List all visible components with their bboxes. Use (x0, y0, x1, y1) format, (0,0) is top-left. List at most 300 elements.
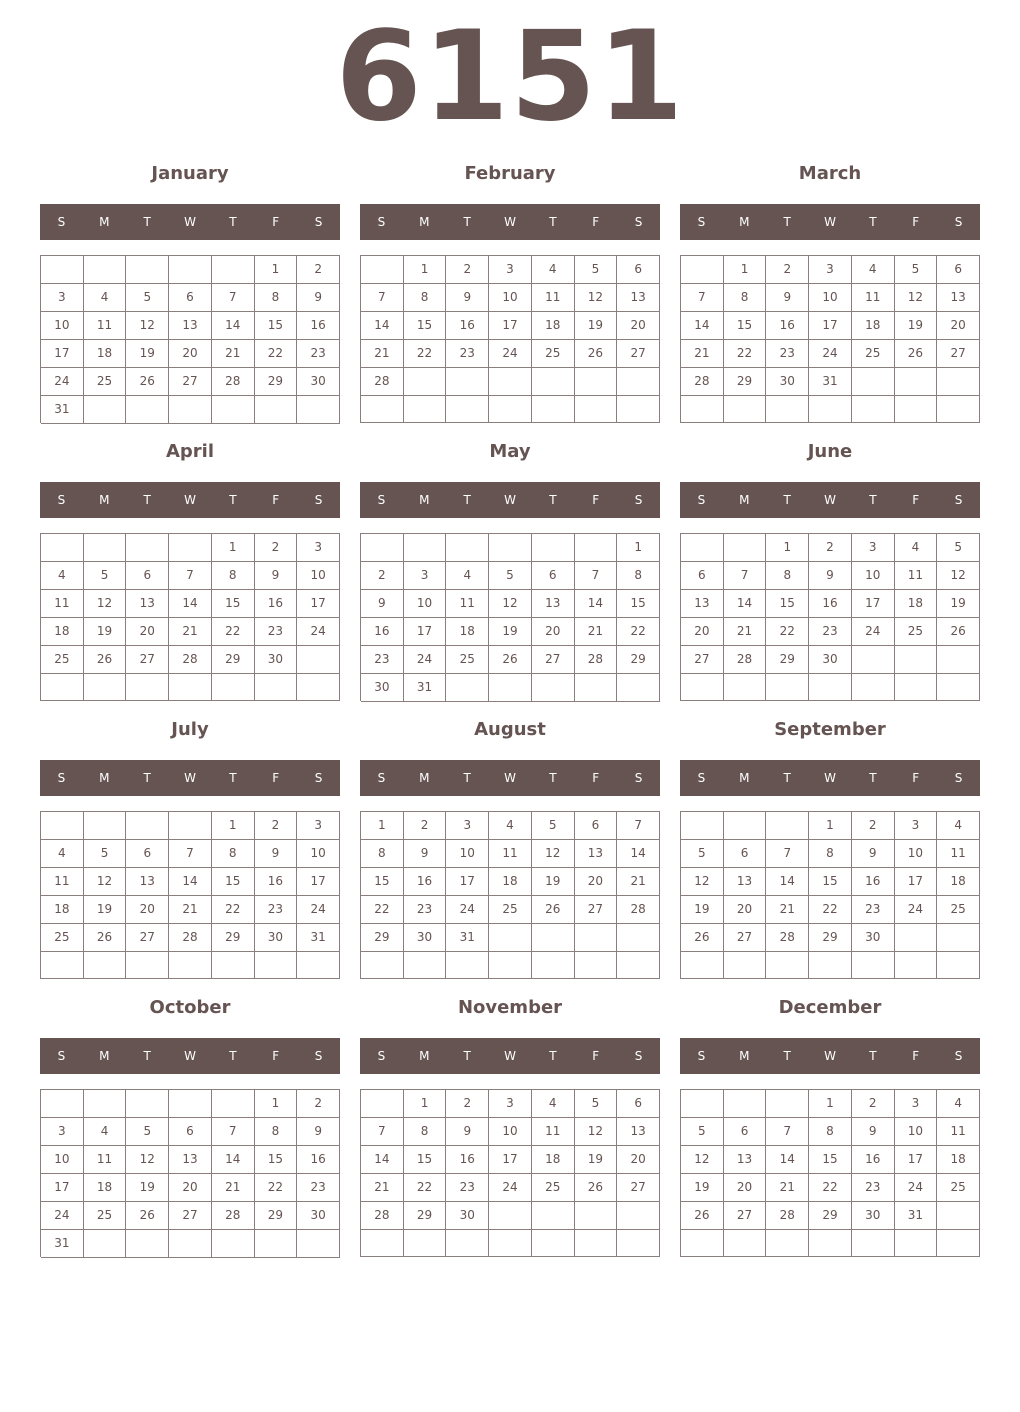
day-grid (360, 533, 660, 701)
empty-cell (84, 674, 127, 701)
day-cell: 24 (446, 896, 489, 924)
month-name: December (778, 997, 882, 1018)
day-cell: 18 (895, 590, 938, 618)
empty-cell (575, 1230, 618, 1257)
day-cell: 30 (852, 1202, 895, 1230)
weekday-label: W (184, 493, 196, 507)
empty-cell (681, 1230, 724, 1257)
day-cell: 20 (617, 1146, 660, 1174)
day-cell: 3 (852, 534, 895, 562)
day-cell: 4 (41, 840, 84, 868)
empty-cell (937, 368, 980, 396)
day-cell: 24 (404, 646, 447, 674)
day-cell: 11 (852, 284, 895, 312)
day-cell: 7 (724, 562, 767, 590)
day-cell: 19 (126, 1174, 169, 1202)
day-cell: 13 (169, 1146, 212, 1174)
day-cell: 4 (84, 284, 127, 312)
day-cell: 27 (724, 924, 767, 952)
weekday-label: S (954, 493, 963, 507)
day-cell: 18 (41, 896, 84, 924)
weekday-label: T (143, 1049, 151, 1063)
empty-cell (937, 646, 980, 674)
day-cell: 9 (446, 1118, 489, 1146)
month-june (680, 438, 980, 708)
day-cell: 18 (532, 1146, 575, 1174)
day-cell: 13 (937, 284, 980, 312)
day-cell: 14 (681, 312, 724, 340)
weekday-label: T (783, 493, 791, 507)
day-cell: 6 (169, 1118, 212, 1146)
day-cell: 12 (126, 1146, 169, 1174)
day-cell: 20 (617, 312, 660, 340)
day-cell: 13 (126, 590, 169, 618)
day-cell: 13 (724, 868, 767, 896)
empty-cell (446, 396, 489, 423)
day-cell: 27 (126, 924, 169, 952)
day-cell: 23 (852, 1174, 895, 1202)
day-cell: 28 (169, 646, 212, 674)
day-cell: 27 (681, 646, 724, 674)
day-cell: 25 (852, 340, 895, 368)
day-cell: 23 (766, 340, 809, 368)
weekday-label: F (912, 215, 920, 229)
month-september (680, 716, 980, 986)
weekday-header (680, 1038, 980, 1074)
weekday-label: T (869, 1049, 877, 1063)
weekday-header (680, 760, 980, 796)
day-cell: 4 (489, 812, 532, 840)
day-cell: 23 (297, 340, 340, 368)
empty-cell (126, 1090, 169, 1118)
weekday-label: F (592, 215, 600, 229)
weekday-header (680, 482, 980, 518)
day-cell: 26 (575, 340, 618, 368)
day-cell: 12 (681, 868, 724, 896)
day-cell: 14 (169, 590, 212, 618)
weekday-label: T (783, 215, 791, 229)
weekday-label: M (739, 493, 750, 507)
empty-cell (361, 396, 404, 423)
day-cell: 31 (41, 1230, 84, 1258)
empty-cell (489, 952, 532, 979)
day-cell: 24 (41, 368, 84, 396)
day-cell: 1 (361, 812, 404, 840)
day-cell: 11 (41, 868, 84, 896)
day-cell: 10 (895, 1118, 938, 1146)
day-cell: 10 (809, 284, 852, 312)
empty-cell (84, 256, 127, 284)
day-cell: 6 (724, 840, 767, 868)
day-cell: 31 (404, 674, 447, 702)
day-cell: 22 (724, 340, 767, 368)
day-cell: 16 (297, 312, 340, 340)
weekday-label: M (739, 771, 750, 785)
day-cell: 1 (617, 534, 660, 562)
day-cell: 8 (404, 284, 447, 312)
day-cell: 6 (681, 562, 724, 590)
day-grid (360, 811, 660, 979)
weekday-label: F (272, 215, 280, 229)
empty-cell (297, 1230, 340, 1258)
weekday-label: S (954, 771, 963, 785)
empty-cell (617, 368, 660, 396)
day-cell: 1 (809, 812, 852, 840)
day-cell: 22 (617, 618, 660, 646)
empty-cell (489, 534, 532, 562)
weekday-label: W (184, 215, 196, 229)
empty-cell (809, 1230, 852, 1257)
day-cell: 30 (297, 1202, 340, 1230)
day-cell: 31 (446, 924, 489, 952)
weekday-header (40, 1038, 340, 1074)
day-cell: 12 (575, 1118, 618, 1146)
weekday-label: M (99, 493, 110, 507)
weekday-label: W (504, 215, 516, 229)
day-cell: 2 (852, 1090, 895, 1118)
day-cell: 10 (41, 1146, 84, 1174)
day-cell: 22 (404, 340, 447, 368)
day-cell: 6 (126, 840, 169, 868)
day-cell: 2 (852, 812, 895, 840)
weekday-label: M (739, 215, 750, 229)
month-name: October (149, 997, 231, 1018)
day-cell: 25 (84, 1202, 127, 1230)
day-cell: 22 (404, 1174, 447, 1202)
empty-cell (575, 674, 618, 702)
weekday-header (360, 760, 660, 796)
empty-cell (532, 952, 575, 979)
day-cell: 3 (895, 812, 938, 840)
day-cell: 13 (169, 312, 212, 340)
day-cell: 7 (212, 1118, 255, 1146)
day-cell: 7 (617, 812, 660, 840)
day-cell: 8 (809, 840, 852, 868)
weekday-label: M (419, 215, 430, 229)
day-cell: 8 (361, 840, 404, 868)
empty-cell (489, 368, 532, 396)
weekday-label: W (824, 1049, 836, 1063)
day-cell: 27 (126, 646, 169, 674)
day-cell: 16 (809, 590, 852, 618)
weekday-label: S (57, 215, 66, 229)
day-cell: 2 (446, 1090, 489, 1118)
day-cell: 10 (297, 562, 340, 590)
day-cell: 9 (852, 840, 895, 868)
empty-cell (169, 534, 212, 562)
empty-cell (895, 646, 938, 674)
day-cell: 15 (212, 590, 255, 618)
day-cell: 7 (766, 1118, 809, 1146)
empty-cell (575, 534, 618, 562)
empty-cell (895, 674, 938, 701)
weekday-header (360, 1038, 660, 1074)
empty-cell (297, 952, 340, 979)
empty-cell (809, 396, 852, 423)
weekday-label: S (697, 493, 706, 507)
day-cell: 9 (852, 1118, 895, 1146)
day-cell: 21 (724, 618, 767, 646)
day-cell: 5 (84, 840, 127, 868)
day-cell: 26 (681, 924, 724, 952)
empty-cell (724, 534, 767, 562)
day-cell: 23 (446, 340, 489, 368)
day-cell: 3 (489, 256, 532, 284)
weekday-label: T (229, 215, 237, 229)
day-cell: 22 (361, 896, 404, 924)
empty-cell (84, 396, 127, 424)
day-cell: 18 (84, 1174, 127, 1202)
day-cell: 3 (895, 1090, 938, 1118)
empty-cell (446, 674, 489, 702)
day-cell: 16 (766, 312, 809, 340)
day-cell: 17 (852, 590, 895, 618)
day-cell: 20 (681, 618, 724, 646)
day-cell: 2 (297, 1090, 340, 1118)
weekday-label: M (419, 1049, 430, 1063)
weekday-label: M (739, 1049, 750, 1063)
weekday-label: F (272, 493, 280, 507)
empty-cell (724, 396, 767, 423)
day-cell: 26 (575, 1174, 618, 1202)
empty-cell (126, 396, 169, 424)
empty-cell (212, 396, 255, 424)
day-cell: 1 (404, 256, 447, 284)
day-cell: 5 (575, 1090, 618, 1118)
day-cell: 30 (255, 924, 298, 952)
day-cell: 11 (532, 284, 575, 312)
day-cell: 1 (724, 256, 767, 284)
day-cell: 16 (255, 868, 298, 896)
day-cell: 14 (212, 1146, 255, 1174)
day-cell: 6 (724, 1118, 767, 1146)
weekday-header (360, 204, 660, 240)
day-cell: 22 (809, 1174, 852, 1202)
day-cell: 29 (255, 368, 298, 396)
weekday-label: W (504, 493, 516, 507)
day-cell: 20 (724, 896, 767, 924)
month-december (680, 994, 980, 1264)
empty-cell (532, 396, 575, 423)
empty-cell (852, 1230, 895, 1257)
day-cell: 7 (361, 1118, 404, 1146)
day-cell: 18 (446, 618, 489, 646)
day-cell: 1 (809, 1090, 852, 1118)
day-cell: 29 (404, 1202, 447, 1230)
day-cell: 24 (41, 1202, 84, 1230)
day-cell: 11 (84, 1146, 127, 1174)
weekday-label: S (697, 215, 706, 229)
weekday-label: S (697, 1049, 706, 1063)
empty-cell (766, 1090, 809, 1118)
day-cell: 25 (41, 924, 84, 952)
empty-cell (404, 1230, 447, 1257)
day-cell: 18 (532, 312, 575, 340)
day-cell: 3 (41, 284, 84, 312)
empty-cell (489, 674, 532, 702)
empty-cell (489, 396, 532, 423)
day-grid (680, 1089, 980, 1257)
day-cell: 29 (255, 1202, 298, 1230)
day-cell: 11 (895, 562, 938, 590)
day-cell: 26 (126, 1202, 169, 1230)
day-cell: 24 (489, 1174, 532, 1202)
day-cell: 15 (724, 312, 767, 340)
day-cell: 10 (852, 562, 895, 590)
month-may (360, 438, 660, 708)
weekday-label: T (229, 771, 237, 785)
weekday-label: W (824, 771, 836, 785)
month-name: June (807, 441, 853, 462)
day-cell: 26 (489, 646, 532, 674)
day-cell: 10 (446, 840, 489, 868)
day-cell: 12 (489, 590, 532, 618)
day-cell: 19 (895, 312, 938, 340)
day-cell: 29 (809, 924, 852, 952)
empty-cell (255, 674, 298, 701)
day-cell: 26 (84, 646, 127, 674)
empty-cell (617, 924, 660, 952)
day-cell: 26 (126, 368, 169, 396)
day-cell: 22 (809, 896, 852, 924)
weekday-label: T (463, 771, 471, 785)
empty-cell (895, 368, 938, 396)
day-cell: 19 (532, 868, 575, 896)
day-cell: 19 (681, 1174, 724, 1202)
day-cell: 20 (532, 618, 575, 646)
empty-cell (766, 952, 809, 979)
day-cell: 25 (41, 646, 84, 674)
day-cell: 9 (255, 840, 298, 868)
day-cell: 17 (297, 590, 340, 618)
day-cell: 24 (895, 1174, 938, 1202)
day-cell: 10 (41, 312, 84, 340)
month-january (40, 160, 340, 430)
weekday-label: F (592, 771, 600, 785)
weekday-label: T (783, 771, 791, 785)
day-cell: 4 (937, 1090, 980, 1118)
day-cell: 14 (617, 840, 660, 868)
day-cell: 11 (489, 840, 532, 868)
day-cell: 17 (489, 1146, 532, 1174)
empty-cell (681, 1090, 724, 1118)
day-cell: 12 (575, 284, 618, 312)
empty-cell (532, 1230, 575, 1257)
weekday-header (40, 760, 340, 796)
weekday-label: M (99, 215, 110, 229)
day-cell: 14 (361, 312, 404, 340)
empty-cell (212, 1230, 255, 1258)
day-cell: 5 (681, 840, 724, 868)
day-cell: 3 (41, 1118, 84, 1146)
day-cell: 5 (489, 562, 532, 590)
day-cell: 20 (937, 312, 980, 340)
day-cell: 29 (212, 924, 255, 952)
day-cell: 9 (446, 284, 489, 312)
day-cell: 13 (681, 590, 724, 618)
day-cell: 30 (809, 646, 852, 674)
weekday-label: T (549, 215, 557, 229)
day-cell: 12 (681, 1146, 724, 1174)
month-october (40, 994, 340, 1264)
empty-cell (575, 952, 618, 979)
weekday-header (40, 482, 340, 518)
day-cell: 27 (617, 1174, 660, 1202)
empty-cell (724, 1230, 767, 1257)
empty-cell (255, 396, 298, 424)
weekday-label: S (954, 215, 963, 229)
empty-cell (404, 368, 447, 396)
weekday-label: M (99, 1049, 110, 1063)
day-cell: 28 (169, 924, 212, 952)
empty-cell (575, 368, 618, 396)
day-cell: 17 (41, 1174, 84, 1202)
day-cell: 15 (404, 1146, 447, 1174)
day-cell: 6 (532, 562, 575, 590)
day-cell: 23 (809, 618, 852, 646)
weekday-label: F (912, 771, 920, 785)
day-cell: 12 (532, 840, 575, 868)
day-cell: 2 (446, 256, 489, 284)
weekday-label: M (419, 771, 430, 785)
day-cell: 14 (212, 312, 255, 340)
empty-cell (126, 534, 169, 562)
day-cell: 2 (255, 534, 298, 562)
day-cell: 1 (212, 534, 255, 562)
day-cell: 8 (766, 562, 809, 590)
day-cell: 1 (255, 1090, 298, 1118)
day-cell: 7 (212, 284, 255, 312)
empty-cell (766, 674, 809, 701)
day-cell: 28 (617, 896, 660, 924)
day-cell: 28 (724, 646, 767, 674)
day-cell: 27 (575, 896, 618, 924)
day-cell: 25 (532, 340, 575, 368)
day-cell: 6 (617, 1090, 660, 1118)
day-cell: 24 (297, 618, 340, 646)
weekday-label: T (463, 493, 471, 507)
day-cell: 5 (937, 534, 980, 562)
day-cell: 20 (126, 618, 169, 646)
day-cell: 25 (84, 368, 127, 396)
day-cell: 21 (575, 618, 618, 646)
day-cell: 2 (255, 812, 298, 840)
month-november (360, 994, 660, 1264)
empty-cell (446, 1230, 489, 1257)
day-cell: 5 (681, 1118, 724, 1146)
month-name: May (489, 441, 531, 462)
empty-cell (489, 924, 532, 952)
day-cell: 29 (212, 646, 255, 674)
weekday-label: T (229, 1049, 237, 1063)
day-cell: 2 (404, 812, 447, 840)
day-cell: 4 (852, 256, 895, 284)
weekday-label: S (314, 1049, 323, 1063)
day-cell: 9 (297, 1118, 340, 1146)
day-cell: 4 (895, 534, 938, 562)
day-grid (360, 255, 660, 423)
day-cell: 22 (212, 896, 255, 924)
empty-cell (41, 952, 84, 979)
weekday-label: T (143, 493, 151, 507)
day-cell: 22 (255, 340, 298, 368)
weekday-label: W (184, 1049, 196, 1063)
empty-cell (617, 396, 660, 423)
day-cell: 22 (212, 618, 255, 646)
weekday-label: T (549, 1049, 557, 1063)
day-cell: 6 (617, 256, 660, 284)
day-cell: 21 (766, 896, 809, 924)
